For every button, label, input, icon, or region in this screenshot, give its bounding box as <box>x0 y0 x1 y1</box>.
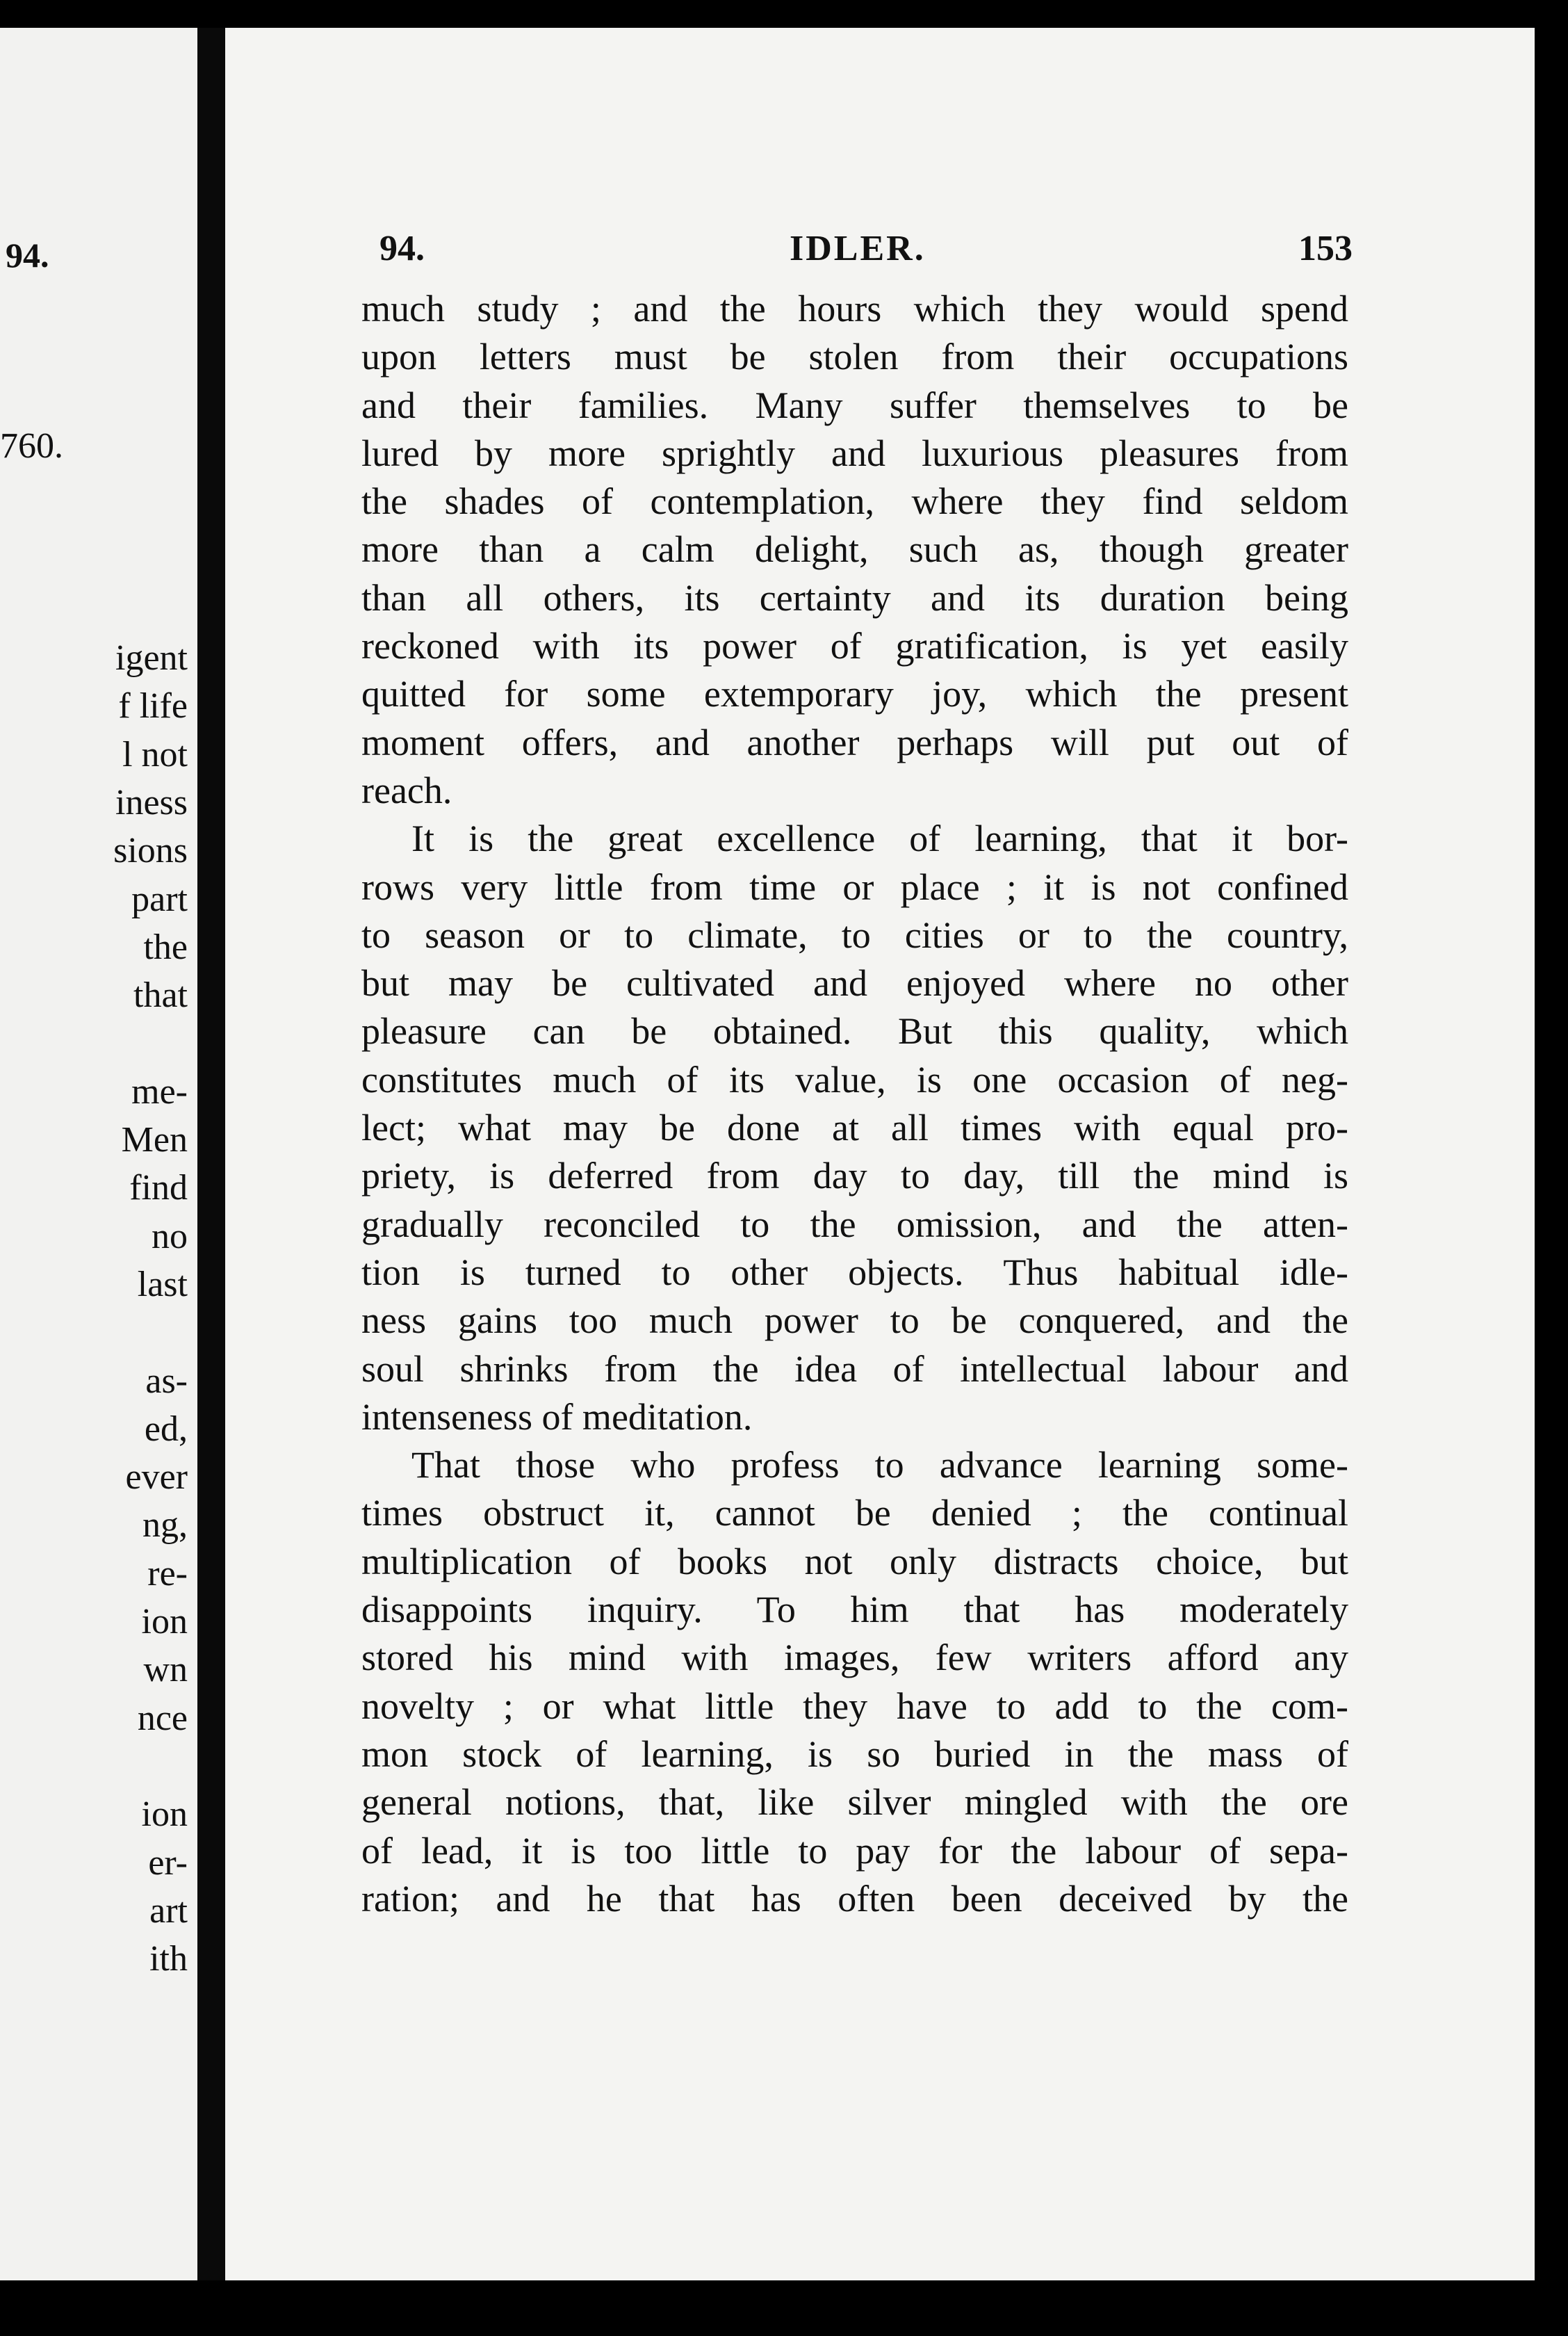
text-line: the shades of contemplation, where they find seldom <box>361 480 1348 523</box>
essay-number: 94. <box>379 229 425 268</box>
text-line: gradually reconciled to the omission, and the atten- <box>361 1203 1348 1245</box>
left-page-fragment: part <box>131 879 188 919</box>
left-page-fragment: igent <box>115 638 188 678</box>
text-line: It is the great excellence of learning, that it bor- <box>411 818 1348 860</box>
running-title: IDLER. <box>790 229 926 268</box>
text-line: rows very little from time or place ; it is not confined <box>361 866 1348 908</box>
left-page-fragment: iness <box>115 782 188 822</box>
left-page-fragment: as- <box>145 1361 188 1401</box>
left-page-fragment: that <box>133 975 188 1016</box>
text-line: intenseness of meditation. <box>361 1395 753 1438</box>
text-line: soul shrinks from the idea of intellectual labour and <box>361 1347 1348 1390</box>
book-gutter <box>197 28 225 2280</box>
text-line: multiplication of books not only distracts choice, but <box>361 1540 1348 1582</box>
text-line: mon stock of learning, is so buried in the mass of <box>361 1733 1348 1775</box>
text-line: moment offers, and another perhaps will put out of <box>361 721 1348 763</box>
left-page-fragment: re- <box>147 1553 188 1593</box>
left-page-fragment: ed, <box>144 1409 188 1449</box>
left-page-fragment: sions <box>113 831 188 871</box>
left-page-fragment: er- <box>148 1842 188 1883</box>
main-page <box>225 28 1535 2280</box>
text-line: novelty ; or what little they have to add to the com- <box>361 1685 1348 1727</box>
left-page-fragment: ever <box>125 1457 188 1498</box>
text-line: to season or to climate, to cities or to the country, <box>361 914 1348 956</box>
left-page-fragment: ion <box>141 1602 188 1641</box>
left-page-fragment: ng, <box>142 1505 188 1546</box>
left-page-fragment: Men <box>121 1120 188 1160</box>
left-facing-page <box>0 28 197 2280</box>
text-line: and their families. Many suffer themselves to be <box>361 384 1348 426</box>
text-line: ration; and he that has often been deceived by the <box>361 1877 1348 1920</box>
left-page-fragment: ith <box>149 1939 188 1979</box>
text-line: constitutes much of its value, is one occasion of neg- <box>361 1058 1348 1101</box>
left-page-fragment: no <box>152 1216 188 1256</box>
text-line: That those who profess to advance learning some- <box>411 1444 1348 1486</box>
left-page-fragment: me- <box>131 1071 188 1112</box>
text-line: priety, is deferred from day to day, till the mind is <box>361 1155 1348 1197</box>
text-line: pleasure can be obtained. But this quality, which <box>361 1010 1348 1053</box>
left-page-fragment: last <box>137 1264 188 1304</box>
left-page-fragment: the <box>143 927 188 967</box>
text-line: much study ; and the hours which they would spend <box>361 288 1348 330</box>
left-page-year: 760. <box>0 426 63 466</box>
text-line: tion is turned to other objects. Thus habitual idle- <box>361 1251 1348 1293</box>
text-line: more than a calm delight, such as, though greater <box>361 528 1348 571</box>
text-line: general notions, that, like silver mingled with the ore <box>361 1781 1348 1824</box>
text-line: lect; what may be done at all times with equal pro- <box>361 1107 1348 1149</box>
text-line: times obstruct it, cannot be denied ; the continual <box>361 1492 1348 1534</box>
left-page-fragment: find <box>129 1168 188 1208</box>
left-page-fragment: nce <box>137 1698 188 1738</box>
running-header <box>379 228 1353 277</box>
left-page-fragment: ion <box>141 1794 188 1835</box>
left-page-fragment: l not <box>122 734 188 774</box>
left-page-fragment: art <box>149 1890 188 1931</box>
left-page-fragment: f life <box>118 686 188 727</box>
text-line: upon letters must be stolen from their occupations <box>361 336 1348 378</box>
text-line: reckoned with its power of gratification, is yet easily <box>361 625 1348 667</box>
left-page-fragment: wn <box>143 1650 188 1690</box>
text-line: stored his mind with images, few writers afford any <box>361 1637 1348 1679</box>
text-line: disappoints inquiry. To him that has moderately <box>361 1589 1348 1631</box>
text-line: reach. <box>361 769 452 811</box>
page-number: 153 <box>1298 229 1353 268</box>
text-line: quitted for some extemporary joy, which the present <box>361 673 1348 715</box>
text-line: than all others, its certainty and its duration being <box>361 576 1348 619</box>
text-line: lured by more sprightly and luxurious pleasures from <box>361 432 1348 474</box>
text-line: but may be cultivated and enjoyed where no other <box>361 962 1348 1005</box>
text-line: of lead, it is too little to pay for the labour of sepa- <box>361 1829 1348 1872</box>
text-line: ness gains too much power to be conquered, and the <box>361 1299 1348 1342</box>
left-page-number: 94. <box>6 236 49 275</box>
body-text <box>361 285 1348 1923</box>
